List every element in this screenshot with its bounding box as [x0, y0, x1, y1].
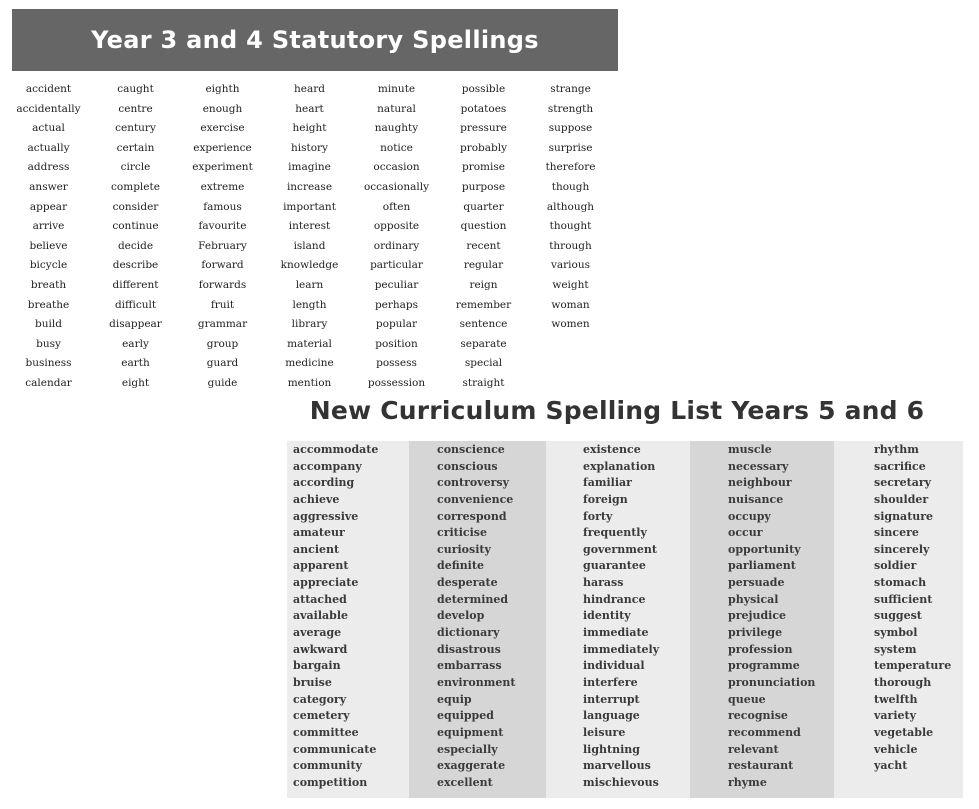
spelling-word: purpose	[461, 180, 506, 193]
spelling-word: occasion	[373, 161, 420, 174]
spelling-word: answer	[29, 180, 68, 193]
spelling-word: reign	[469, 278, 498, 291]
spelling-word: apparent	[293, 559, 349, 573]
spelling-word: average	[293, 626, 342, 640]
spelling-word: sincere	[874, 526, 919, 540]
spelling-word: according	[293, 476, 355, 490]
spelling-word: suggest	[874, 609, 922, 623]
spelling-word: group	[206, 337, 239, 350]
spelling-word: category	[293, 692, 347, 706]
year34-column	[92, 80, 179, 394]
spelling-word: eight	[121, 376, 150, 389]
spelling-word: busy	[36, 337, 61, 350]
spelling-word: suppose	[548, 122, 593, 135]
spelling-word: necessary	[728, 459, 789, 473]
spelling-word: guide	[207, 376, 238, 389]
spelling-word: experience	[193, 141, 252, 154]
spelling-word: consider	[112, 200, 159, 213]
spelling-word: therefore	[545, 161, 596, 174]
spelling-word: recommend	[728, 725, 801, 739]
spelling-word: material	[287, 337, 332, 350]
spelling-word: existence	[583, 443, 641, 456]
spelling-word: earth	[121, 357, 150, 370]
spelling-word: shoulder	[874, 492, 929, 506]
year56-title: New Curriculum Spelling List Years 5 and 6	[309, 396, 925, 425]
year34-column	[5, 80, 92, 394]
spelling-word: caught	[117, 83, 154, 95]
spelling-word: possess	[376, 357, 417, 370]
spelling-word: possession	[367, 376, 426, 389]
spelling-word: popular	[375, 318, 418, 331]
spelling-word: forward	[201, 259, 244, 272]
spelling-word: amateur	[293, 526, 345, 540]
spelling-word: physical	[728, 592, 779, 606]
spelling-word: pronunciation	[728, 675, 816, 689]
spelling-word: accidentally	[16, 102, 81, 115]
spelling-word: profession	[728, 642, 793, 656]
spelling-word: difficult	[114, 298, 157, 311]
spelling-word: bruise	[293, 675, 332, 689]
year34-header-banner	[12, 9, 618, 71]
spelling-word: sacrifice	[874, 459, 926, 473]
spelling-word: prejudice	[728, 609, 787, 623]
year56-word-table	[287, 441, 963, 798]
spelling-word: natural	[377, 102, 416, 115]
spelling-word: centre	[118, 102, 153, 115]
spelling-word: develop	[437, 609, 485, 623]
spelling-word: circle	[120, 161, 151, 174]
year56-column	[287, 441, 409, 798]
spelling-word: criticise	[437, 526, 487, 540]
spelling-word: conscience	[437, 443, 505, 456]
year34-column	[527, 80, 614, 394]
spelling-word: thorough	[874, 675, 932, 689]
spelling-word: heart	[295, 102, 324, 115]
spelling-word: appear	[29, 200, 68, 213]
spelling-word: strange	[550, 83, 591, 95]
spelling-word: experiment	[192, 161, 253, 174]
spelling-word: important	[283, 200, 336, 213]
spelling-word: stomach	[874, 576, 927, 590]
spelling-word: soldier	[874, 559, 917, 573]
spelling-word: equip	[437, 692, 472, 706]
spelling-word: February	[198, 239, 247, 252]
spelling-word: various	[550, 259, 591, 272]
spelling-word: probably	[459, 141, 508, 154]
spelling-word: accompany	[293, 459, 362, 473]
spelling-word: temperature	[874, 659, 952, 673]
spelling-word: enough	[202, 102, 243, 115]
spelling-word: grammar	[197, 318, 248, 331]
spelling-word: separate	[460, 337, 507, 350]
spelling-word: height	[292, 122, 327, 135]
spelling-word: symbol	[874, 626, 918, 640]
spelling-word: language	[583, 709, 640, 723]
spelling-word: build	[35, 318, 62, 331]
spelling-word: communicate	[293, 742, 377, 756]
spelling-word: fruit	[210, 298, 235, 311]
spelling-word: often	[382, 200, 411, 213]
spelling-word: believe	[29, 239, 68, 252]
spelling-word: ordinary	[373, 239, 420, 252]
spelling-word: strength	[547, 102, 594, 115]
year34-column	[353, 80, 440, 394]
spelling-word: interest	[288, 220, 331, 233]
spelling-word: community	[293, 759, 362, 773]
spelling-word: remember	[455, 298, 512, 311]
spelling-word: leisure	[583, 725, 626, 739]
spelling-word: exercise	[200, 122, 245, 135]
spelling-word: interfere	[583, 675, 638, 689]
spelling-word: parliament	[728, 559, 796, 573]
spelling-word: relevant	[728, 742, 779, 756]
spelling-word: surprise	[548, 141, 593, 154]
spelling-word: excellent	[437, 775, 493, 789]
spelling-word: especially	[437, 742, 498, 756]
spelling-word: special	[464, 357, 503, 370]
spelling-word: quarter	[463, 200, 504, 213]
spelling-word: vehicle	[874, 742, 918, 756]
spelling-word: desperate	[437, 576, 498, 590]
spelling-word: breath	[30, 278, 67, 291]
spelling-word: secretary	[874, 476, 932, 490]
spelling-word: regular	[463, 259, 504, 272]
spelling-word: nuisance	[728, 492, 784, 506]
spelling-word: promise	[462, 161, 505, 174]
spelling-word: complete	[111, 180, 160, 193]
spelling-word: explanation	[583, 459, 656, 473]
spelling-word: peculiar	[374, 278, 419, 291]
spelling-word: occupy	[728, 509, 771, 523]
spelling-word: appreciate	[293, 576, 359, 590]
spelling-word: sentence	[459, 318, 508, 331]
spelling-word: twelfth	[874, 692, 918, 706]
spelling-word: potatoes	[460, 102, 507, 115]
spelling-word: hindrance	[583, 592, 646, 606]
spelling-word: correspond	[437, 509, 507, 523]
spelling-word: famous	[203, 200, 242, 213]
spelling-word: sincerely	[874, 542, 930, 556]
spelling-word: library	[291, 318, 328, 331]
spelling-word: familiar	[583, 476, 632, 490]
spelling-word: question	[460, 220, 507, 233]
spelling-word: calendar	[25, 376, 72, 389]
spelling-word: recognise	[728, 709, 788, 723]
spelling-word: variety	[874, 709, 916, 723]
year34-column	[179, 80, 266, 394]
spelling-word: cemetery	[293, 709, 350, 723]
spelling-word: perhaps	[374, 298, 419, 311]
spelling-word: island	[293, 239, 326, 252]
spelling-word: breathe	[27, 298, 70, 311]
spelling-word: learn	[295, 278, 324, 291]
spelling-word: conscious	[437, 459, 498, 473]
spelling-word: bargain	[293, 659, 341, 673]
year34-word-grid	[5, 80, 614, 394]
spelling-word: harass	[583, 576, 624, 590]
spelling-word: continue	[112, 220, 159, 233]
spelling-word: medicine	[285, 357, 334, 370]
spelling-word: marvellous	[583, 759, 651, 773]
spelling-word: muscle	[728, 443, 772, 456]
spelling-word: opposite	[373, 220, 420, 233]
spelling-word: woman	[551, 298, 590, 311]
spelling-word: exaggerate	[437, 759, 506, 773]
year56-column	[690, 441, 834, 798]
spelling-word: restaurant	[728, 759, 794, 773]
spelling-word: early	[122, 337, 149, 350]
year56-column	[546, 441, 690, 798]
spelling-word: curiosity	[437, 542, 491, 556]
spelling-word: persuade	[728, 576, 785, 590]
spelling-word: determined	[437, 592, 509, 606]
spelling-word: accommodate	[293, 443, 379, 456]
spelling-word: queue	[728, 692, 766, 706]
spelling-word: guard	[206, 357, 239, 370]
spelling-word: weight	[552, 278, 589, 291]
spelling-word: embarrass	[437, 659, 502, 673]
spelling-word: certain	[116, 141, 155, 154]
spelling-word: rhythm	[874, 443, 919, 456]
spelling-word: forwards	[198, 278, 247, 291]
spelling-word: immediately	[583, 642, 660, 656]
spelling-word: history	[290, 141, 328, 154]
spelling-word: address	[27, 161, 70, 174]
spelling-word: imagine	[288, 161, 331, 174]
spelling-word: sufficient	[874, 592, 933, 606]
spelling-word: government	[583, 542, 657, 556]
spelling-word: mention	[287, 376, 332, 389]
spelling-word: system	[874, 642, 917, 656]
spelling-word: century	[115, 122, 156, 135]
spelling-word: opportunity	[728, 542, 801, 556]
spelling-word: programme	[728, 659, 800, 673]
spelling-word: arrive	[32, 220, 65, 233]
spelling-word: increase	[286, 180, 333, 193]
spelling-word: occur	[728, 526, 763, 540]
spelling-word: environment	[437, 675, 516, 689]
spelling-word: business	[25, 357, 72, 370]
spelling-word: foreign	[583, 492, 628, 506]
spelling-word: immediate	[583, 626, 649, 640]
spelling-word: definite	[437, 559, 484, 573]
spelling-word: aggressive	[293, 509, 359, 523]
spelling-word: though	[551, 180, 590, 193]
spelling-word: possible	[461, 83, 506, 95]
spelling-word: women	[551, 318, 590, 331]
spelling-word: minute	[377, 83, 416, 95]
spelling-word: equipped	[437, 709, 494, 723]
spelling-word: signature	[874, 509, 934, 523]
spelling-word: particular	[370, 259, 423, 272]
spelling-word: attached	[293, 592, 347, 606]
spelling-word: available	[293, 609, 348, 623]
spelling-word: competition	[293, 775, 368, 789]
spelling-word: controversy	[437, 476, 510, 490]
spelling-word: actually	[27, 141, 70, 154]
spelling-word: identity	[583, 609, 631, 623]
spelling-word: although	[546, 200, 595, 213]
year34-title: Year 3 and 4 Statutory Spellings	[91, 26, 539, 54]
spelling-word: rhyme	[728, 775, 767, 789]
spelling-word: heard	[294, 83, 325, 95]
spelling-word: lightning	[583, 742, 640, 756]
spelling-word: convenience	[437, 492, 514, 506]
spelling-word: equipment	[437, 725, 504, 739]
spelling-word: disappear	[109, 318, 162, 331]
spelling-word: ancient	[293, 542, 340, 556]
spelling-word: privilege	[728, 626, 783, 640]
spelling-word: awkward	[293, 642, 348, 656]
spelling-word: individual	[583, 659, 645, 673]
spelling-word: decide	[117, 239, 154, 252]
spelling-word: committee	[293, 725, 359, 739]
spelling-word: guarantee	[583, 559, 646, 573]
spelling-word: occasionally	[363, 180, 430, 193]
spelling-word: favourite	[198, 220, 247, 233]
spelling-word: knowledge	[280, 259, 339, 272]
spelling-word: bicycle	[29, 259, 68, 272]
spelling-word: interrupt	[583, 692, 640, 706]
spelling-word: thought	[549, 220, 592, 233]
spelling-word: neighbour	[728, 476, 792, 490]
year34-column	[440, 80, 527, 394]
spelling-word: vegetable	[874, 725, 934, 739]
spelling-word: through	[549, 239, 592, 252]
spelling-word: accident	[25, 83, 72, 95]
spelling-word: length	[292, 298, 327, 311]
year56-column	[834, 441, 963, 798]
spelling-word: recent	[466, 239, 501, 252]
spelling-word: eighth	[205, 83, 240, 95]
spelling-word: forty	[583, 509, 613, 523]
spelling-word: extreme	[200, 180, 245, 193]
spelling-word: describe	[112, 259, 159, 272]
spelling-word: different	[112, 278, 159, 291]
year34-column	[266, 80, 353, 394]
spelling-word: pressure	[460, 122, 507, 135]
year56-column	[409, 441, 546, 798]
spelling-word: frequently	[583, 526, 647, 540]
spelling-word: achieve	[293, 492, 340, 506]
spelling-word: position	[375, 337, 418, 350]
spelling-word: actual	[32, 122, 65, 135]
spelling-word: yacht	[874, 759, 908, 773]
spelling-word: disastrous	[437, 642, 501, 656]
spelling-word: straight	[462, 376, 505, 389]
spelling-word: dictionary	[437, 626, 500, 640]
spelling-word: notice	[380, 141, 413, 154]
spelling-word: naughty	[374, 122, 419, 135]
spelling-word: mischievous	[583, 775, 659, 789]
